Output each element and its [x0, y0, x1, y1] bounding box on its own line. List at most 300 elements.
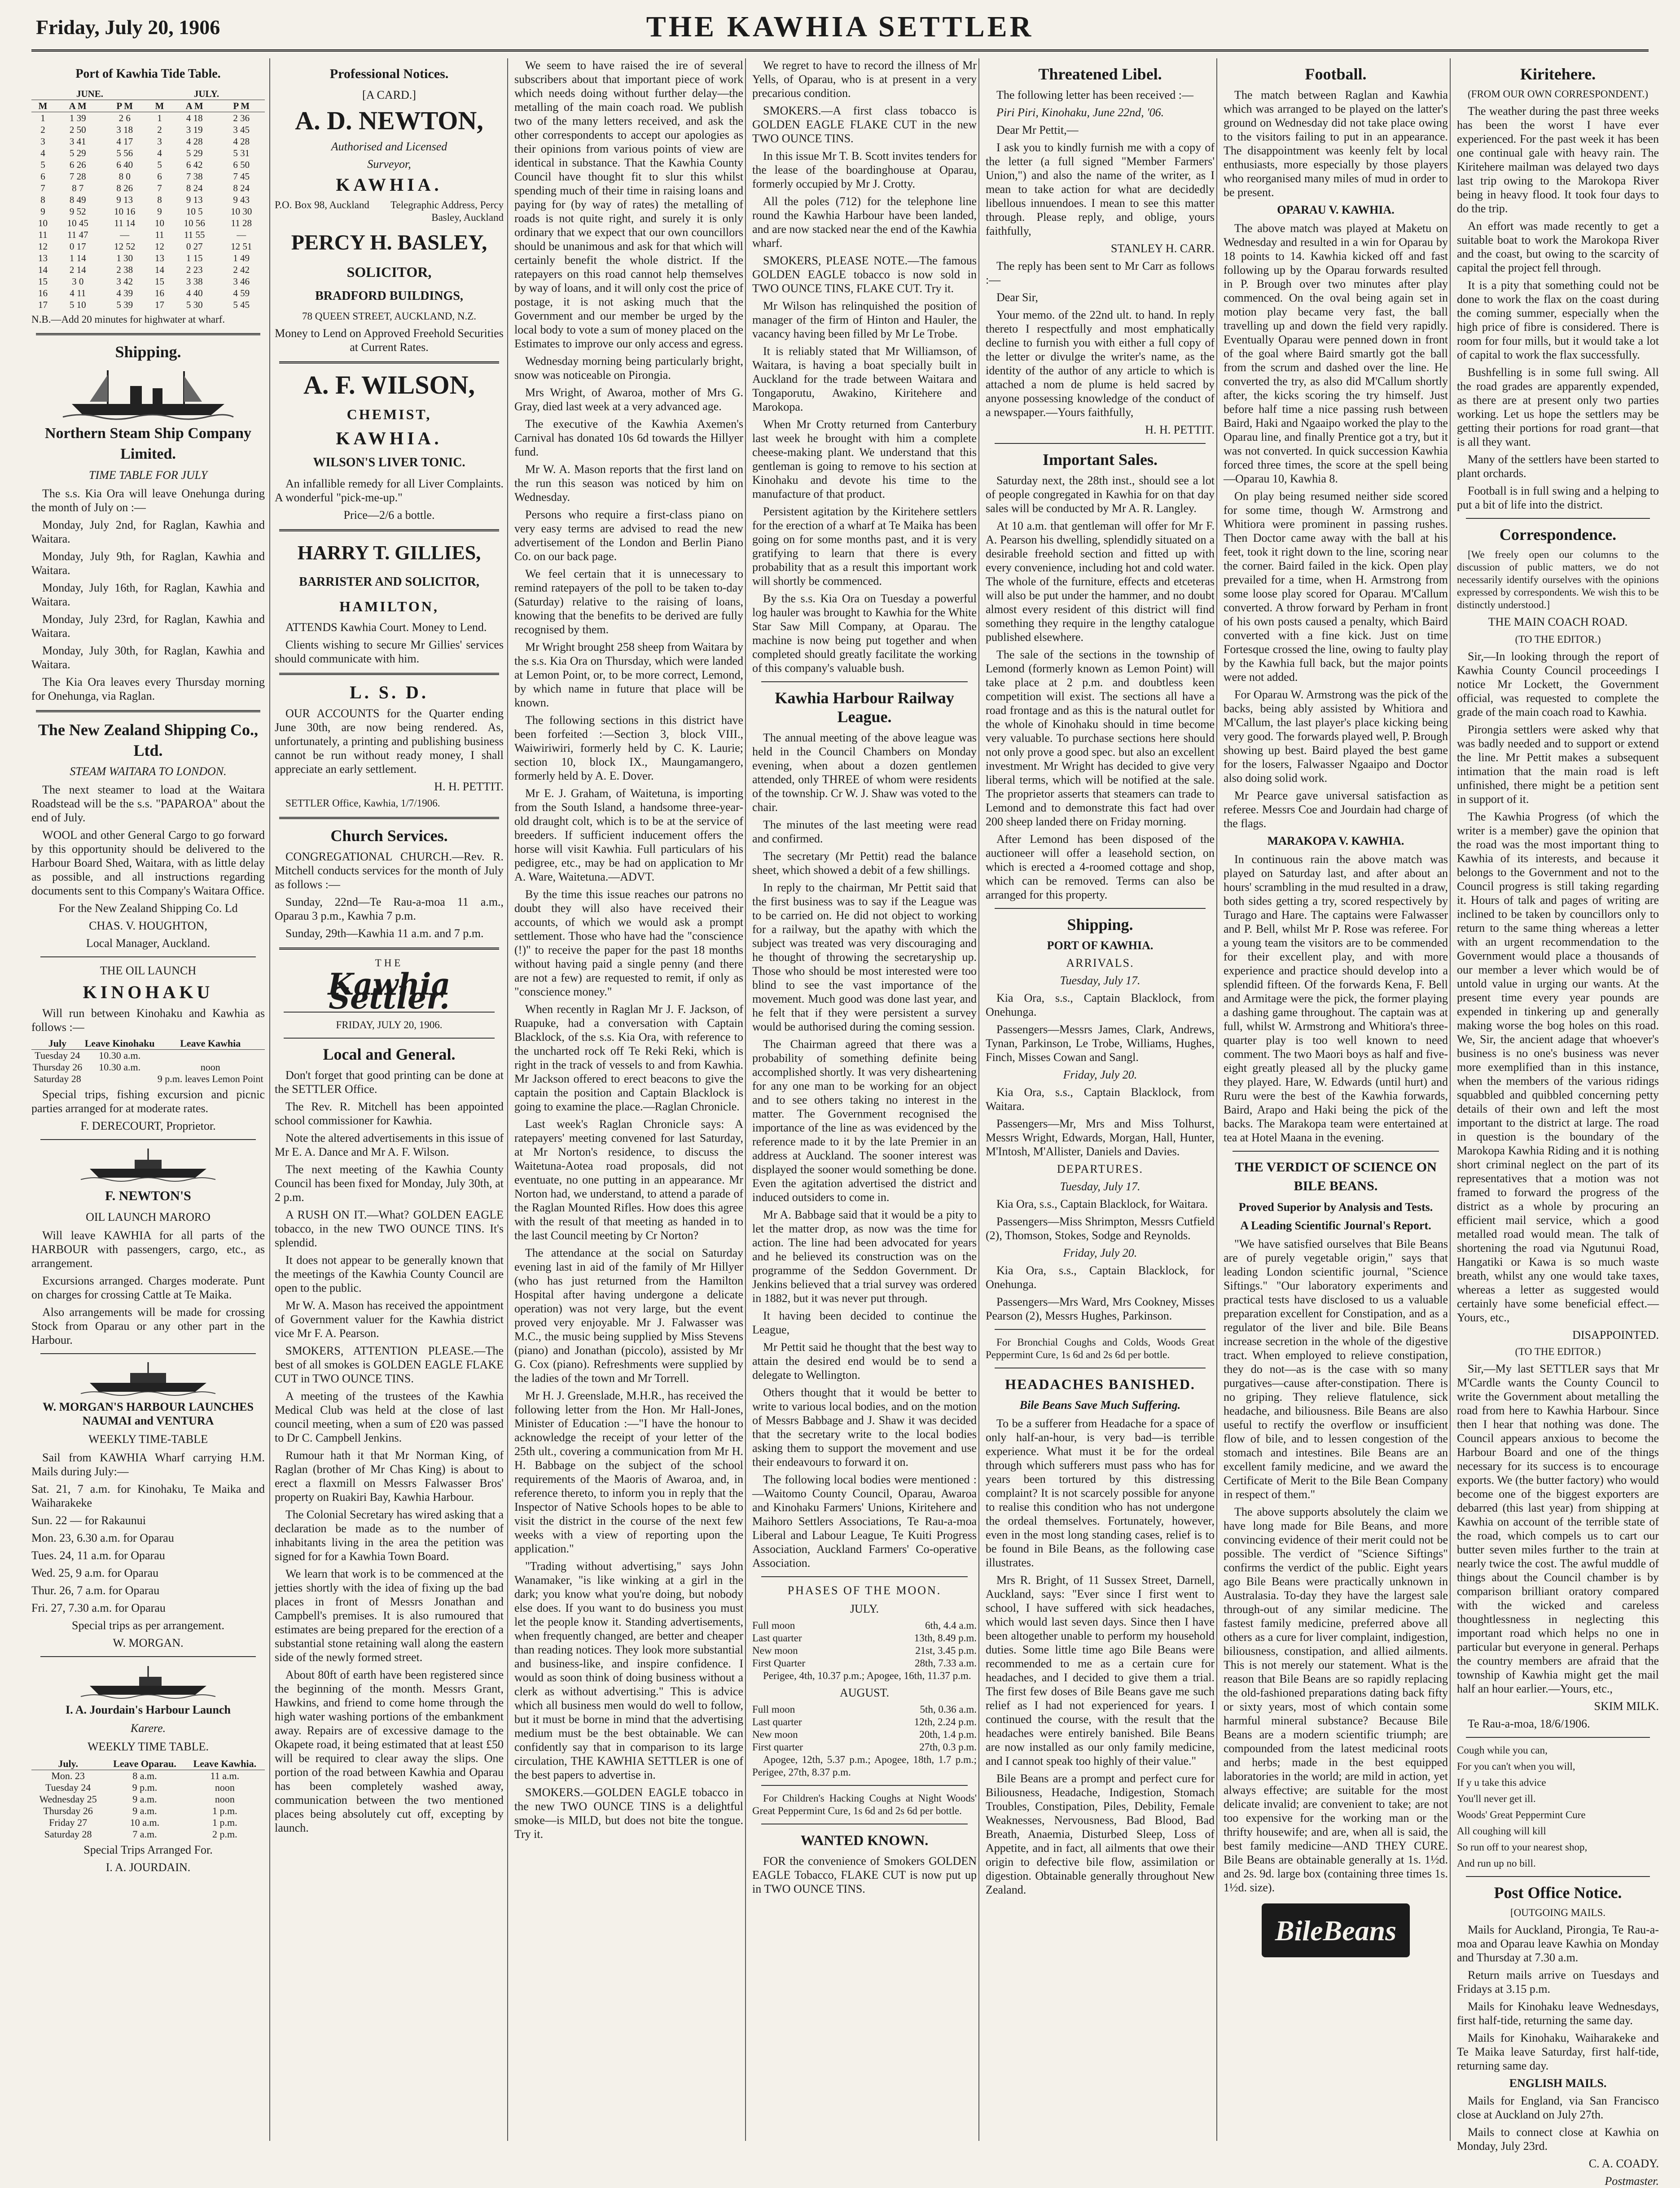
league-text: It having been decided to continue the League, [752, 1309, 977, 1336]
tide-cell: 8 24 [186, 183, 203, 193]
correspondence-heading: Correspondence. [1499, 526, 1617, 544]
wanted-known-text: FOR the convenience of Smokers GOLDEN EAGLE Tobacco, FLAKE CUT is now put up in TWO OUNCE TINS. [752, 1855, 977, 1895]
wilson-place: KAWHIA. [336, 428, 443, 448]
moon-time: 5th, 0.36 a.m. [920, 1704, 977, 1715]
tide-row [31, 194, 265, 206]
moon-row [752, 1644, 977, 1657]
moon-row [752, 1728, 977, 1741]
arrival-ship: Kia Ora, s.s., Captain Blacklock, from Waitara. [986, 1086, 1215, 1113]
tide-row [31, 299, 265, 311]
reply-intro: The reply has been sent to Mr Carr as follows :— [986, 259, 1215, 286]
sales-text: Saturday next, the 28th inst., should see a lot of people congregated in Kawhia for on that day sales will be conducted by Mr A. R. Langley. [986, 474, 1215, 515]
news-item: SMOKERS.—A first class tobacco is GOLDEN EAGLE FLAKE CUT in the new TWO OUNCE TINS. [752, 104, 977, 145]
news-item: We seem to have raised the ire of several subscribers about that important piece of work which needs doing without further delay—the metalling of the main coach road. We publish two of the many letters received, and ask the other correspondents to accept our apologies as their opinions from various points of view are identical in substance. That the Kawhia County Council have thought fit to slur this whilst spending much of their time in raising loans and paying for (by way of rates) the metalling of roads is not quite right, and surely it is only ordinary that we expect that our own councillors should be unanimous and ask for that which will certainly benefit the whole district. If the ratepayers on this road cannot help themselves by way of loans, and it will only cost the price of postage, it is not asking much that the Government and our member be urged by the local body to vote a sum of money placed on the Estimates to improve our only access and egress. [514, 59, 743, 350]
jourdain-row [31, 1805, 265, 1817]
page-columns [31, 58, 1659, 2188]
arrival-passengers: Passengers—Mr, Mrs and Miss Tolhurst, Messrs Wright, Edwards, Morgan, Hall, Hunter, M'Intosh, M'Allister, Daniels and Davies. [986, 1117, 1215, 1158]
jourdain-col: Leave Oparau. [105, 1758, 184, 1770]
tide-cell: 7 45 [233, 171, 250, 182]
divider [279, 817, 499, 819]
libel-signature: STANLEY H. CARR. [1111, 242, 1215, 255]
news-item: Mr E. J. Graham, of Waitetuna, is importing from the South Island, a handsome three-year-old draught colt, which is to be at the service of breeders. If sufficient inducement offers the horse will visit Kawhia. Full particulars of his pedigree, etc., may be had on application to Mr A. Ware, Waitetuna.—ADVT. [514, 787, 743, 883]
tide-cell: 3 41 [69, 136, 86, 147]
tide-row [31, 171, 265, 182]
departures-heading: DEPARTURES. [1057, 1162, 1144, 1175]
launch-heading: THE OIL LAUNCH [100, 964, 197, 977]
wilson-tonic: WILSON'S LIVER TONIC. [313, 456, 465, 469]
news-item: We feel certain that it is unnecessary to remind ratepayers of the poll to be taken to-day (Saturday) relative to the raising of loans, knowing that the benefits to be derived are fully recognised by them. [514, 567, 743, 636]
nss-sailing: Monday, July 2nd, for Raglan, Kawhia and Waitara. [31, 518, 265, 545]
divider [1466, 1876, 1650, 1877]
divider [995, 908, 1206, 909]
launch-boat-icon [81, 1360, 215, 1396]
tide-cell: 4 18 [186, 113, 203, 123]
divider [40, 1656, 256, 1657]
morgan-sailing: Sun. 22 — for Rakaunui [31, 1514, 146, 1527]
local-item: The next meeting of the Kawhia County Council has been fixed for Monday, July 30th, at 2 p.m. [275, 1163, 504, 1204]
gillies-name: HARRY T. GILLIES, [297, 542, 481, 564]
tide-body [31, 112, 265, 311]
local-item: The Colonial Secretary has wired asking that a declaration be made as to the number of inhabitants living in the area the petition was signed for for a Kawhia Town Board. [275, 1508, 504, 1563]
tide-head: A M [171, 100, 218, 112]
nss-sailing: Monday, July 9th, for Raglan, Kawhia and Waitara. [31, 550, 265, 577]
tide-cell: 13 [154, 253, 164, 263]
launch-cell [156, 1050, 265, 1062]
gillies-text: ATTENDS Kawhia Court. Money to Lend. [285, 621, 487, 634]
launch-col: Leave Kinohaku [83, 1038, 156, 1050]
nz-shipping-signature: For the New Zealand Shipping Co. Ld [58, 902, 238, 915]
morgan-sailing: Thur. 26, 7 a.m. for Oparau [31, 1584, 160, 1597]
morgan-sailing: Tues. 24, 11 a.m. for Oparau [31, 1549, 165, 1562]
match-report: For Oparau W. Armstrong was the pick of the backs, being ably assisted by Whitiora and M'Callum, the last player's place kicking being very good. The forwards played well, P. Brough showing up best. Baird played the best game for the losers, Falwasser Ngaaipo and Doctor also doing solid work. [1224, 688, 1448, 785]
tide-cell: 5 10 [69, 299, 86, 310]
letter-heading: THE MAIN COACH ROAD. [1488, 615, 1628, 628]
lsd-heading: L. S. D. [350, 682, 429, 702]
rhyme-line: For you can't when you will, [1457, 1761, 1575, 1772]
tide-head: M [31, 100, 54, 112]
league-text: In reply to the chairman, Mr Pettit said that the first business was to say if the League was to be carried on. He did not object to working for a railway, but the apathy with which the subject was treated was very discouraging and he thought of throwing the secretaryship up. Those who should be most interested were too blind to see the vast importance of the movement. Much good was done last year, and he felt that if they were persistent a survey would be authorised during the coming session. [752, 881, 977, 1033]
gillies-text: Clients wishing to secure Mr Gillies' services should communicate with him. [275, 638, 504, 665]
port-heading: PORT OF KAWHIA. [1047, 939, 1154, 952]
tide-cell: 11 28 [231, 218, 252, 228]
nz-shipping-signature: CHAS. V. HOUGHTON, [89, 919, 207, 932]
moon-phase: Last quarter [752, 1716, 802, 1728]
bile-beans-heading: THE VERDICT OF SCIENCE ON BILE BEANS. [1235, 1160, 1437, 1193]
letter-text: Pirongia settlers were asked why that was badly needed and to support or extend the line. Mr Pettit makes a subsequent intimation that the main road is left unfinished, there might be a petition sent in support of it. [1457, 723, 1659, 806]
newton-launch-heading: F. NEWTON'S [105, 1188, 191, 1203]
tide-cell: 8 49 [69, 194, 86, 205]
column-5 [978, 58, 1215, 2141]
church-text: Sunday, 22nd—Te Rau-a-moa 11 a.m., Oparau 3 p.m., Kawhia 7 p.m. [275, 895, 504, 922]
moon-row [752, 1657, 977, 1670]
morgan-intro: Sail from KAWHIA Wharf carrying H.M. Mails during July:— [31, 1451, 265, 1478]
letter-to-editor: (TO THE EDITOR.) [1515, 634, 1601, 645]
tide-month-june: JUNE. [31, 88, 148, 100]
news-item: In this issue Mr T. B. Scott invites tenders for the lease of the boardinghouse at Oparau, formerly occupied by Mr J. Crotty. [752, 149, 977, 190]
tide-cell: 2 38 [116, 264, 133, 275]
tide-head: P M [101, 100, 148, 112]
tide-cell: 3 38 [186, 276, 203, 287]
tide-cell: 10 [154, 218, 164, 228]
league-text: The secretary (Mr Pettit) read the balance sheet, which showed a debit of a few shillings. [752, 850, 977, 877]
nss-intro: The s.s. Kia Ora will leave Onehunga during the month of July on :— [31, 487, 265, 514]
divider [761, 1785, 968, 1786]
nss-sailing: Monday, July 30th, for Raglan, Kawhia and Waitara. [31, 644, 265, 671]
libel-body: I ask you to kindly furnish me with a copy of the letter (a full signed "Member Farmers' Union,") and also the name of the writer, as I mean to take action for what are decidedly libellous innuendoes. I mean to see this matter through. Please reply, and oblige, yours faithfully, [986, 141, 1215, 237]
tide-cell: 4 17 [116, 136, 133, 147]
match-heading: OPARAU V. KAWHIA. [1277, 203, 1395, 216]
tide-cell: 2 23 [186, 264, 203, 275]
news-item: The attendance at the social on Saturday evening last in aid of the family of Mr Hillyer (who has just returned from the Hamilton Hospital after having undergone a delicate operation) was not very large, but the event proved very enjoyable. Mr J. Falwasser was M.C., the music being supplied by Miss Stevens (piano) and Jonathan (piccolo), assisted by Mr G. Cox (piano). Refreshments were supplied by the ladies of the town and Mr Torrell. [514, 1246, 743, 1385]
divider [995, 443, 1206, 444]
tide-cell: 1 [157, 113, 162, 123]
gillies-role: BARRISTER AND SOLICITOR, [299, 575, 479, 589]
tide-cell: 5 39 [116, 299, 133, 310]
local-item: Mr W. A. Mason has received the appointment of Government valuer for the Kawhia district vice Mr F. A. Pearson. [275, 1299, 504, 1340]
jourdain-cell: 9 a.m. [132, 1805, 157, 1816]
tide-cell: 4 28 [186, 136, 203, 147]
tide-cell: 7 [40, 183, 45, 193]
nz-shipping-subheading: STEAM WAITARA TO LONDON. [70, 765, 227, 778]
tide-head: M [148, 100, 171, 112]
headaches-text: Mrs R. Bright, of 11 Sussex Street, Darnell, Auckland, says: "Ever since I first went to school, I have suffered with sick headaches, which would last seven days. Since then I have been altogether unable to perform my household duties. Some little time ago Bile Beans were recommended to me as a certain cure for headaches, and I decided to give them a trial. The first few doses of Bile Beans gave me such relief as I had not experienced for years. I continued the course, with the result that the headaches were entirely banished. Bile Beans are now installed as our only family medicine, and I cannot speak too highly of their value." [986, 1574, 1215, 1767]
tide-cell: 8 [40, 194, 45, 205]
tide-cell: 17 [154, 299, 164, 310]
moon-heading: PHASES OF THE MOON. [787, 1584, 942, 1597]
tide-cell: 10 30 [231, 206, 252, 217]
tide-cell: 1 49 [233, 253, 250, 263]
moon-time: 13th, 8.49 p.m. [914, 1632, 977, 1644]
kiritehere-text: An effort was made recently to get a suitable boat to work the Marokopa River and the coast, but owing to the scarcity of capital the project fell through. [1457, 219, 1659, 274]
tide-cell: 1 14 [69, 253, 86, 263]
moon-phase: New moon [752, 1729, 798, 1740]
jourdain-cell: Saturday 28 [44, 1828, 92, 1840]
nss-note: The Kia Ora leaves every Thursday morning for Onehunga, via Raglan. [31, 675, 265, 702]
jourdain-cell: 9 p.m. [132, 1782, 158, 1793]
tide-row [31, 182, 265, 194]
letter-text: The Kawhia Progress (of which the writer is a member) gave the opinion that the road was the most important thing to Kawhia of its interests, and because it belongs to the Government and not to the Council progress is still taking regarding it. Hours of talk and pages of writing are inclined to be taken by councillors only to return to the same thing whereas a letter with an urgent recommendation to the Government would place a thousands of our member a lever which would be of untold value in urging our wants. At the present time every year pounds are expended in tinkering up and generally making worse the bog holes on this road. We, Sir, the ancient adage that whoever's business is no one's business was never more exemplified than in this instance, when the members of the various ridings squabbled and quibbled concerning petty details of their own and left the most important to the district at large. The road in question is the boundary of the Marokopa Kawhia Riding and it is nothing short criminal neglect on the part of its representatives that a motion was not framed to forward the progress of the district as a whole by procuring an efficient mail service, which a good metalled road would mean. The talk of shortening the road via Ngutunui Road, Hangatiki or Kawa is so much waste breath, whilst any one would take taxes, whereas a letter as suggested would certainly have some beneficial effect.—Yours, etc., [1457, 810, 1659, 1324]
tide-cell: 5 56 [116, 148, 133, 158]
kiritehere-text: Bushfelling is in some full swing. All the road grades are apparently expended, as there are at present only two parties working. Let us hope the settlers may be getting their portions for road grant—that is all they want. [1457, 366, 1659, 448]
bile-beans-text: "We have satisfied ourselves that Bile Beans are of purely vegetable origin," says that leading London scientific journal, "Science Siftings." "Our laboratory experiments and practical tests have disclosed to us a valuable preparation excellent for Constipation, and as a regulator of the liver and bile. Bile Beans increase secretion in the whole of the digestive tract. When employed to relieve constipation, they do not—as is the case with so many purgatives—cause after-constipation. There is no griping. They relieve flatulence, sick headache, and biliousness. Bile Beans are also useful to rectify the overflow or insufficient flow of bile, and to lessen congestion of the stomach and intestines. Bile Beans are an excellent family medicine, and we award the Certificate of Merit to the Bile Bean Company in respect of them." [1224, 1237, 1448, 1501]
jourdain-cell: noon [215, 1793, 235, 1805]
tide-row [31, 217, 265, 229]
arrivals-heading: ARRIVALS. [1066, 956, 1134, 969]
tide-row [31, 252, 265, 264]
tide-head: A M [54, 100, 101, 112]
moon-row [752, 1741, 977, 1754]
news-item: By the time this issue reaches our patrons no doubt they will also have received their accounts, of which we would ask a prompt settlement. Those who have had the "conscience (!)" to receive the paper for the past 18 months without having paid a single penny (and there are not a few) are requested to remit, if only as "conscience money." [514, 888, 743, 998]
tide-head-row [31, 100, 265, 112]
tide-cell: 5 [157, 159, 162, 170]
news-item: It is reliably stated that Mr Williamson, of Waitara, is having a boat specially built in Auckland for the trade between Waitara and Tongaporutu, Awakino, Kiritehere and Marokopa. [752, 345, 977, 413]
tide-row [31, 276, 265, 287]
lsd-office: SETTLER Office, Kawhia, 1/7/1906. [285, 798, 440, 809]
match-report: On play being resumed neither side scored for some time, though W. Armstrong and Whitiora were prominent in passing rushes. Then Doctor came away with the ball at his feet, took it right down to the line, scoring near the corner. Baird failed in the kick. Open play prevailed for a time, when H. Armstrong from some loose play scored for Oparau. M'Callum converted. A throw forward by Perham in front of his own posts caused a penalty, which Baird converted with a fine kick. Just on time Fortesque crossed the line, owing to faulty play by the Kawhia full back, but the major points were not added. [1224, 490, 1448, 684]
reply-body: Your memo. of the 22nd ult. to hand. In reply thereto I respectfully and most emphatically decline to furnish you with either a full copy of the letter or divulge the writer's name, as the identity of the author of any article to which is attached a nom de plume is held sacred by anyone possessing knowledge of the conduct of a newspaper.—Yours faithfully, [986, 308, 1215, 419]
newton-address [275, 199, 504, 224]
news-item: Wednesday morning being particularly bright, snow was noticeable on Pirongia. [514, 355, 743, 381]
headaches-text: Bile Beans are a prompt and perfect cure for Biliousness, Headache, Indigestion, Stomach Troubles, Constipation, Piles, Debility, Female Weaknesses, Nervousness, Bad Blood, Bad Breath, Anaemia, Disturbed Sleep, Loss of Appetite, and in fact, all ailments that owe their origin to defective bile flow, assimilation or digestion. Obtainable generally throughout New Zealand. [986, 1772, 1215, 1896]
tide-cell: 3 46 [233, 276, 250, 287]
jourdain-signature: I. A. JOURDAIN. [105, 1861, 191, 1874]
divider [279, 673, 499, 675]
league-text: Mr A. Babbage said that it would be a pity to let the matter drop, as now was the time for action. The line had been advocated for years and he believed its construction was on the programme of the Seddon Government. Dr Jenkins believed that a trial survey was ordered in 1882, but it was never put through. [752, 1208, 977, 1305]
sales-text: At 10 a.m. that gentleman will offer for Mr F. A. Pearson his dwelling, splendidly situated on a desirable freehold section and fitted up with every convenience, including hot and cold water. The whole of the furniture, effects and etceteras will also be put under the hammer, and no doubt almost every resident of this district will find something they require in the lengthy catalogue published elsewhere. [986, 519, 1215, 644]
tide-row [31, 206, 265, 217]
launch-cell: 9 p.m. leaves Lemon Point [157, 1073, 263, 1084]
sales-heading: Important Sales. [1042, 451, 1158, 469]
news-item: By the s.s. Kia Ora on Tuesday a powerful log hauler was brought to Kawhia for the White Star Saw Mill Company, at Oparau. The machine is now being put together and when completed should greatly facilitate the working of this company's valuable bush. [752, 592, 977, 675]
kiritehere-text: It is a pity that something could not be done to work the flax on the coast during the coming summer, especially when the high price of fibre is considered. There is room for four mills, but it would take a lot of capital to work the flax successfully. [1457, 279, 1659, 361]
morgan-note: Special trips as per arrangement. [71, 1619, 225, 1632]
tide-cell: 0 27 [186, 241, 203, 252]
kiritehere-byline: (FROM OUR OWN CORRESPONDENT.) [1467, 88, 1649, 100]
tide-row [31, 147, 265, 159]
railway-league-heading: Kawhia Harbour Railway League. [775, 689, 954, 726]
letter-place: Te Rau-a-moa, 18/6/1906. [1468, 1717, 1590, 1730]
launch-signature: F. DERECOURT, Proprietor. [80, 1119, 216, 1132]
moon-row [752, 1619, 977, 1632]
jourdain-row [31, 1828, 265, 1840]
tide-cell: 3 0 [72, 276, 84, 287]
tide-cell: 1 [40, 113, 45, 123]
libel-salutation: Dear Mr Pettit,— [996, 123, 1079, 136]
departure-ship: Kia Ora, s.s., Captain Blacklock, for Onehunga. [986, 1264, 1215, 1291]
tide-cell: 8 24 [233, 183, 250, 193]
tide-cell: 3 42 [116, 276, 133, 287]
tide-cell: 16 [38, 288, 48, 298]
news-item: Mr Wilson has relinquished the position of manager of the firm of Hinton and Hauler, the vacancy having been filled by Mr Le Trobe. [752, 299, 977, 340]
sales-text: The sale of the sections in the township of Lemond (formerly known as Lemon Point) will take place at 2 p.m. and doubtless keen competition will exist. The sections all have a road frontage and as this is the natural outlet for the whole of Kinohaku should in time become very valuable. To purchase sections here should not only prove a good spec. but also an excellent investment. Mr Wright has decided to give very liberal terms, which will be notified at the sale. The proprietor asserts that steamers can trade to Lemond and to demonstrate this fact had over 200 sheep landed there on Friday morning. [986, 648, 1215, 828]
departure-date: Friday, July 20. [1063, 1246, 1137, 1259]
moon-july-list [752, 1619, 977, 1670]
newton-address-box: P.O. Box 98, Auckland [275, 199, 369, 210]
newton-telegraphic: Telegraphic Address, Percy Basley, Auckland [390, 199, 504, 223]
tide-cell: 11 [38, 229, 48, 240]
moon-row [752, 1632, 977, 1644]
moon-time: 20th, 1.4 p.m. [919, 1729, 977, 1740]
tide-cell: 15 [154, 276, 164, 287]
rhyme-line: You'll never get ill. [1457, 1793, 1536, 1804]
local-item: A meeting of the trustees of the Kawhia Medical Club was held at the close of last council meeting, when a sum of £20 was passed to Dr C. Campbell Jenkins. [275, 1390, 504, 1444]
tide-cell: 4 39 [116, 288, 133, 298]
postmaster-name: C. A. COADY. [1588, 2157, 1659, 2170]
tide-row [31, 136, 265, 147]
column-1 [31, 58, 265, 2141]
jourdain-col: Leave Kawhia. [185, 1758, 265, 1770]
league-text: The minutes of the last meeting were read and confirmed. [752, 818, 977, 845]
tide-cell: 8 [157, 194, 162, 205]
tide-row [31, 241, 265, 252]
kiritehere-text: The weather during the past three weeks has been the worst I have ever experienced. For the past week it has been one continual gale with heavy rain. The Kiritehere mailman was delayed two days last trip owing to the Marokopa River being in heavy flood. It took four days to do the trip. [1457, 105, 1659, 215]
masthead-rule [31, 49, 1649, 52]
basley-name: PERCY H. BASLEY, [291, 231, 487, 254]
tide-cell: 14 [154, 264, 164, 275]
newton-launch-text: Also arrangements will be made for crossing Stock from Oparau or any other part in the Harbour. [31, 1306, 265, 1346]
rhyme-line: Woods' Great Peppermint Cure [1457, 1809, 1586, 1820]
tide-cell: 5 30 [186, 299, 203, 310]
jourdain-subheading: WEEKLY TIME TABLE. [88, 1740, 209, 1753]
departure-passengers: Passengers—Mrs Ward, Mrs Cookney, Misses Pearson (2), Messrs Hughes, Parkinson. [986, 1295, 1215, 1322]
tide-cell: 3 [157, 136, 162, 147]
tide-cell: 2 36 [233, 113, 250, 123]
tide-cell: 6 [157, 171, 162, 182]
news-item: Last week's Raglan Chronicle says: A ratepayers' meeting convened for last Saturday, at Mr Norton's residence, to discuss the Waitetuna-Aotea road proposals, did not eventuate, no one putting in an appearance. Mr Norton had, we understand, to attend a parade of the Raglan Mounted Rifles. How does this agree with the result of that meeting as handed in to the last Council meeting by Cr Norton? [514, 1118, 743, 1242]
tide-month-july: JULY. [148, 88, 265, 100]
tide-cell: 2 50 [69, 124, 86, 135]
masthead [0, 0, 1680, 54]
tide-table [31, 88, 265, 311]
moon-phase: Last quarter [752, 1632, 802, 1644]
kiritehere-text: Football is in full swing and a helping to put a bit of life into the district. [1457, 484, 1659, 511]
newton-launch-text: Excursions arranged. Charges moderate. Punt on charges for crossing Cattle at Te Maika. [31, 1274, 265, 1301]
tide-table-title: Port of Kawhia Tide Table. [75, 67, 221, 81]
tide-cell: 2 [157, 124, 162, 135]
jourdain-cell: 11 a.m. [210, 1770, 240, 1781]
news-item: The executive of the Kawhia Axemen's Carnival has donated 10s 6d towards the Hillyer fund. [514, 417, 743, 458]
moon-row [752, 1716, 977, 1728]
morgan-subheading: WEEKLY TIME-TABLE [88, 1433, 208, 1446]
tide-cell: 6 42 [186, 159, 203, 170]
tide-cell: 9 43 [233, 194, 250, 205]
launch-row [31, 1061, 265, 1073]
tide-cell: 1 39 [69, 113, 86, 123]
local-general-heading: Local and General. [323, 1045, 456, 1063]
tide-cell: — [237, 229, 246, 240]
tide-cell: 10 5 [186, 206, 203, 217]
rhyme-line: All coughing will kill [1457, 1825, 1546, 1837]
libel-place: Piri Piri, Kinohaku, June 22nd, '06. [996, 106, 1164, 119]
post-office-text: Mails for Kinohaku, Waiharakeke and Te Maika leave Saturday, first half-tide, returning same day. [1457, 2031, 1659, 2072]
morgan-signature: W. MORGAN. [113, 1636, 184, 1649]
tide-cell: 11 55 [184, 229, 205, 240]
morgan-sailing: Wed. 25, 9 a.m. for Oparau [31, 1566, 159, 1579]
moon-phase: First quarter [752, 1741, 803, 1753]
tide-cell: 13 [38, 253, 48, 263]
nz-shipping-cargo: WOOL and other General Cargo to go forward by this opportunity should be delivered to the Harbour Board Shed, Waitara, with as little delay as possible, and all instructions regarding documents sent to this Company's Waitara Office. [31, 829, 265, 897]
post-office-text: Mails for Auckland, Pirongia, Te Rau-a-moa and Oparau leave Kawhia on Monday and Thursday at 7.30 a.m. [1457, 1923, 1659, 1964]
correspondence-note: [We freely open our columns to the discussion of public matters, we do not necessarily identify ourselves with the opinions expressed by correspondents. We wish this to be distinctly understood.] [1457, 549, 1659, 610]
tide-cell: 8 0 [118, 171, 131, 182]
news-item: We regret to have to record the illness of Mr Yells, of Oparau, who is at present in a very precarious condition. [752, 59, 977, 100]
moon-time: 12th, 2.24 p.m. [914, 1716, 977, 1728]
league-text: The annual meeting of the above league was held in the Council Chambers on Monday evening, when about a dozen gentlemen attended, only THREE of whom were residents of the township. Cr W. J. Shaw was voted to the chair. [752, 731, 977, 814]
nss-sailing: Monday, July 16th, for Raglan, Kawhia and Waitara. [31, 581, 265, 608]
tide-cell: 4 [157, 148, 162, 158]
headaches-heading: HEADACHES BANISHED. [1005, 1376, 1195, 1392]
launch-note: Special trips, fishing excursion and picnic parties arranged for at moderate rates. [31, 1088, 265, 1115]
jourdain-heading: I. A. Jourdain's Harbour Launch [66, 1703, 231, 1716]
tide-cell: 8 26 [116, 183, 133, 193]
tide-cell: 8 7 [72, 183, 84, 193]
tide-cell: 10 45 [67, 218, 88, 228]
moon-time: 6th, 4.4 a.m. [925, 1620, 977, 1631]
tide-cell: 6 [40, 171, 45, 182]
reply-salutation: Dear Sir, [996, 291, 1038, 304]
church-text: Sunday, 29th—Kawhia 11 a.m. and 7 p.m. [285, 927, 484, 940]
tide-cell: 0 17 [69, 241, 86, 252]
moon-phase: Full moon [752, 1620, 795, 1631]
launch-intro: Will run between Kinohaku and Kawhia as follows :— [31, 1007, 265, 1034]
jourdain-cell: Mon. 23 [51, 1770, 85, 1781]
news-item: When Mr Crotty returned from Canterbury last week he brought with him a complete cheese-making plant. We understand that this gentleman is going to remove to his section at Kinohaku and devote his time to the manufacture of that product. [752, 418, 977, 500]
nss-heading: Northern Steam Ship Company Limited. [45, 425, 251, 462]
local-item: SMOKERS, ATTENTION PLEASE.—The best of all smokes is GOLDEN EAGLE FLAKE CUT in TWO OUNCE TINS. [275, 1344, 504, 1385]
divider [1466, 518, 1650, 519]
tide-cell: 5 45 [233, 299, 250, 310]
tide-cell: 10 56 [184, 218, 205, 228]
news-item: "Trading without advertising," says John Wanamaker, "is like winking at a girl in the dark; you know what you're doing, but nobody else does. If you want to do business you must let the people know it. Standing advertisements, when frequently changed, are better and cheaper than reading notices. They look more substantial and business-like, and inspire confidence. I would as soon think of doing business without a clerk as without advertising." This is advice which all business men would do well to follow, but it must be borne in mind that the advertising medium must be the best obtainable. We can confidently say that in comparison to its large circulation, THE KAWHIA SETTLER is one of the best papers to advertise in. [514, 1560, 743, 1781]
jourdain-cell: 9 a.m. [132, 1793, 157, 1805]
tide-cell: 1 30 [116, 253, 133, 263]
paper-title: THE KAWHIA SETTLER [646, 10, 1034, 43]
news-item: Mrs Wright, of Awaroa, mother of Mrs G. Gray, died last week at a very advanced age. [514, 386, 743, 413]
lsd-text: OUR ACCOUNTS for the Quarter ending June 30th, are now being rendered. As, unfortunately, a printing and publishing business cannot be run without ready money, I shall appreciate an early settlement. [275, 707, 504, 776]
tide-cell: 1 15 [186, 253, 203, 263]
jourdain-cell: 2 p.m. [212, 1828, 237, 1840]
tide-cell: 4 40 [186, 288, 203, 298]
tide-cell: 5 29 [186, 148, 203, 158]
divider [36, 710, 260, 712]
news-item: Mr H. J. Greenslade, M.H.R., has received the following letter from the Hon. Mr Hall-Jones, Minister of Education :—"I have the honour to acknowledge the receipt of your letter of the 25th ult., covering a communication from Mr H. H. Babbage on the subject of the school requirements of the Maoris of Awaroa, and, in reference thereto, to inform you in reply that the Inspector of Native Schools hopes to be able to visit the district in the course of the next few weeks with a view of reporting upon the application." [514, 1389, 743, 1555]
jourdain-cell: Friday 27 [49, 1817, 88, 1828]
arrival-ship: Kia Ora, s.s., Captain Blacklock, from Onehunga. [986, 991, 1215, 1018]
launch-cell: Thursday 26 [32, 1061, 83, 1073]
tide-row [31, 124, 265, 136]
divider [1466, 1737, 1650, 1738]
tide-cell: 6 40 [116, 159, 133, 170]
basley-role: SOLICITOR, [347, 264, 432, 280]
bronchial-ad: For Bronchial Coughs and Colds, Woods Great Peppermint Cure, 1s 6d and 2s 6d per bottle. [986, 1337, 1215, 1360]
local-item: The Rev. R. Mitchell has been appointed school commissioner for Kawhia. [275, 1100, 504, 1127]
newton-launch-name: OIL LAUNCH MARORO [86, 1210, 211, 1223]
basley-building: BRADFORD BUILDINGS, [315, 289, 463, 303]
morgan-sailing: Fri. 27, 7.30 a.m. for Oparau [31, 1601, 166, 1614]
news-item: The following sections in this district have been forfeited :—Section 3, block VIII., Waiwiriwiri, formerly held by C. K. Laurie; section 10, block IX., Maungamangero, formerly held by A. E. Dover. [514, 714, 743, 782]
letter-to-editor: (TO THE EDITOR.) [1515, 1346, 1601, 1357]
launch-cell [83, 1073, 156, 1085]
tide-cell: 2 42 [233, 264, 250, 275]
jourdain-cell: 10 a.m. [130, 1817, 160, 1828]
tide-cell: 3 18 [116, 124, 133, 135]
league-text: Mr Pettit said he thought that the best way to attain the desired end would be to send a delegate to Wellington. [752, 1341, 977, 1381]
tide-cell: 6 50 [233, 159, 250, 170]
nz-shipping-signature: Local Manager, Auckland. [86, 937, 211, 950]
jourdain-cell: Wednesday 25 [39, 1793, 97, 1805]
news-item: When recently in Raglan Mr J. F. Jackson, of Ruapuke, had a conversation with Captain Blacklock, of the s.s. Kia Ora, with reference to the uncharted rock off Te Reki Reki, which is right in the track of vessels to and from Kawhia. Mr Jackson offered to erect beacons to give the captain the position and Captain Blacklock is going to examine the place.—Raglan Chronicle. [514, 1003, 743, 1113]
news-item: SMOKERS.—GOLDEN EAGLE tobacco in the new TWO OUNCE TINS is a delightful smoke—is MILD, but does not bite the tongue. Try it. [514, 1786, 743, 1841]
tide-row [31, 159, 265, 171]
divider [40, 1139, 256, 1140]
letter-signature: SKIM MILK. [1594, 1700, 1659, 1713]
wilson-role: CHEMIST, [347, 406, 432, 422]
jourdain-note: Special Trips Arranged For. [83, 1843, 213, 1856]
kiritehere-text: Many of the settlers have been started to plant orchards. [1457, 453, 1659, 480]
wilson-text: An infallible remedy for all Liver Complaints. A wonderful "pick-me-up." [275, 477, 504, 504]
local-item: We learn that work is to be commenced at the jetties shortly with the idea of fixing up the bad places in front of Messrs Jonathan and Campbell's premises. It is also rumoured that estimates are being prepared for the erection of a substantial stone retaining wall along the eastern side of the newly formed street. [275, 1567, 504, 1664]
newton-place: KAWHIA. [336, 175, 443, 195]
news-item: Persons who require a first-class piano on very easy terms are advised to read the new advertisement of the London and Berlin Piano Co. on our back page. [514, 508, 743, 563]
divider [279, 529, 499, 531]
moon-time: 21st, 3.45 p.m. [915, 1645, 977, 1656]
nss-subheading: TIME TABLE FOR JULY [88, 469, 208, 482]
morgan-schedule [31, 1482, 265, 1615]
launch-cell: noon [200, 1061, 220, 1073]
basley-money: Money to Lend on Approved Freehold Securities at Current Rates. [275, 327, 504, 354]
match-heading: MARAKOPA V. KAWHIA. [1267, 834, 1404, 847]
tide-cell: 2 [40, 124, 45, 135]
